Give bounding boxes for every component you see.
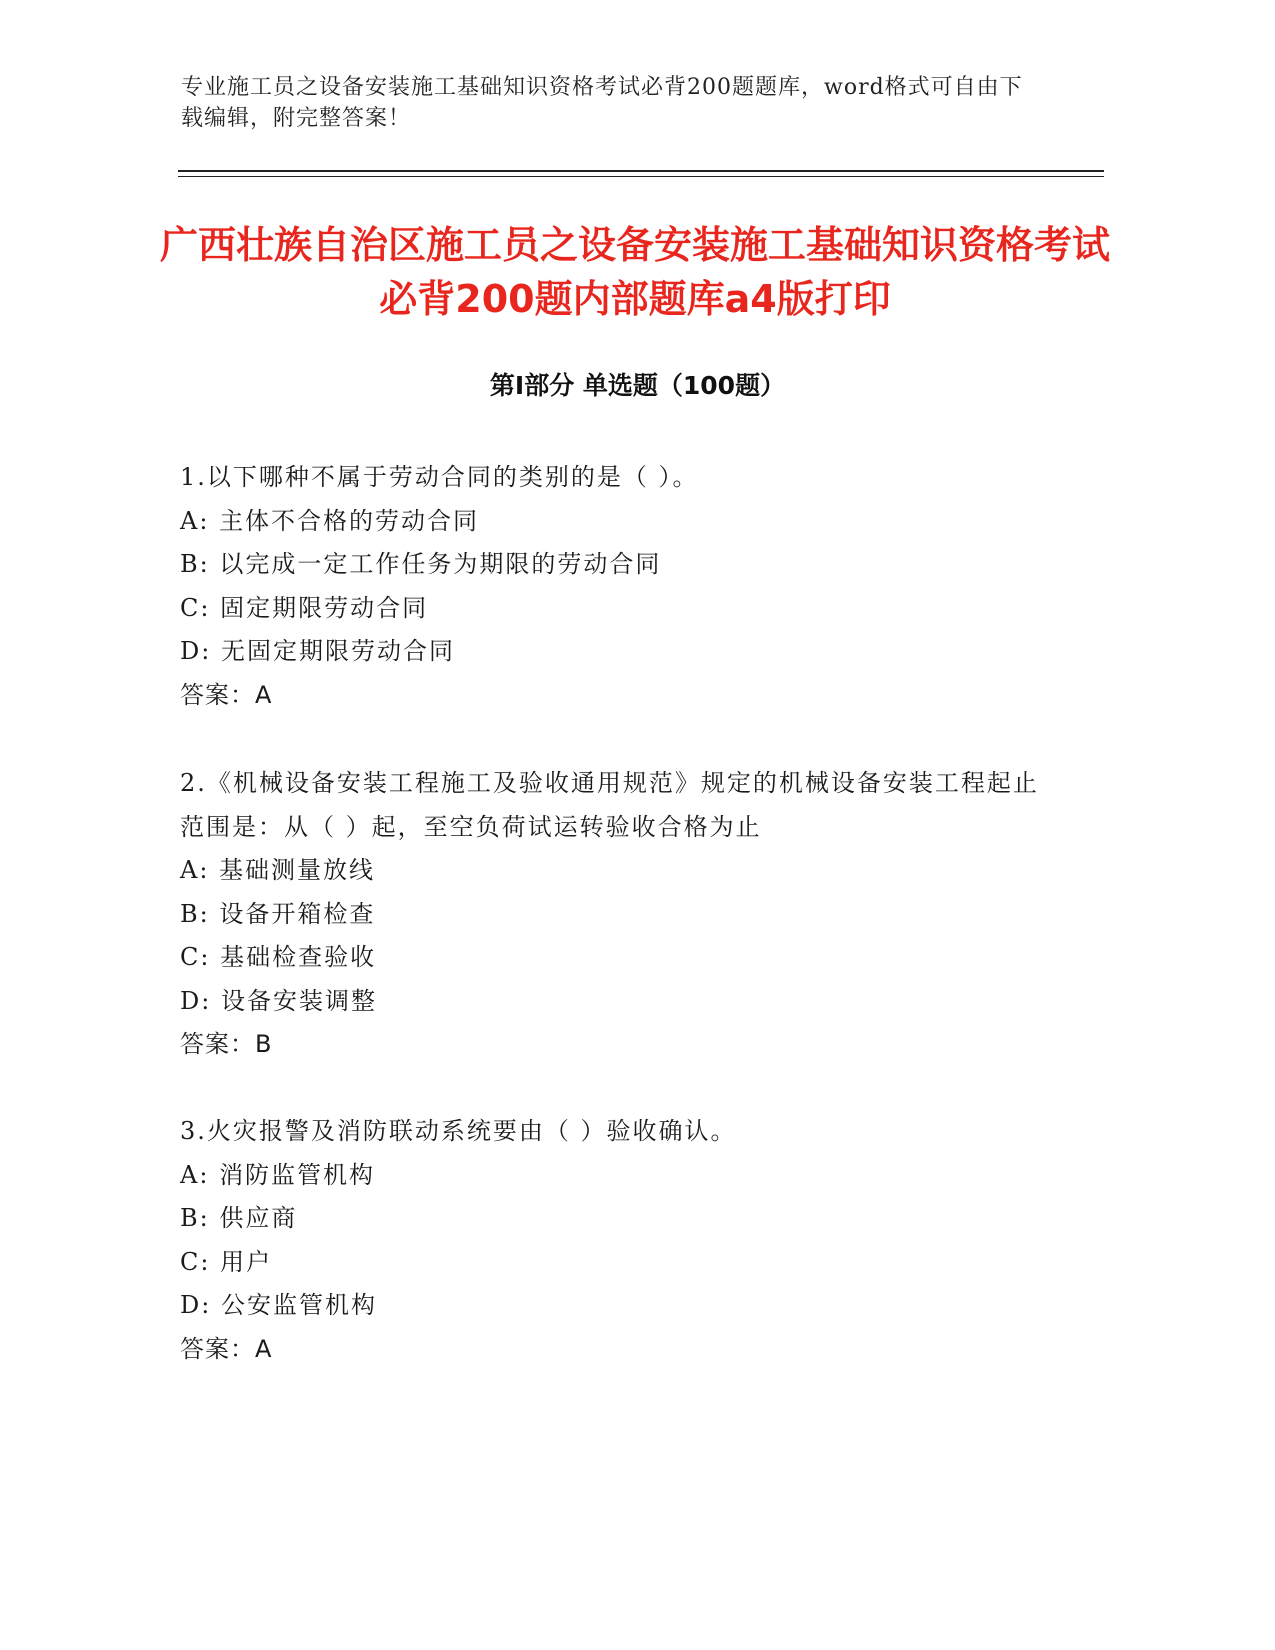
option-text: 主体不合格的劳动合同 [219,506,480,535]
option-text: 以完成一定工作任务为期限的劳动合同 [219,550,662,578]
option-text: 设备开箱检查 [219,899,376,928]
option-b [180,1197,1040,1241]
answer-line: 答案：A [180,680,273,709]
option-text: 设备安装调整 [220,986,377,1015]
question-1 [180,456,1040,717]
option-letter: B: [180,1204,210,1232]
option-d [180,1284,1040,1328]
header-divider-thin [178,176,1104,177]
option-letter: B: [180,550,210,578]
option-letter: D: [180,986,212,1015]
option-text: 供应商 [219,1204,298,1232]
header-note: 专业施工员之设备安装施工基础知识资格考试必背200题题库，word格式可自由下载编辑，附完整答案！ [181,75,1023,131]
question-stem: 2.《机械设备安装工程施工及验收通用规范》规定的机械设备安装工程起止范围是：从（ ）起，至空负荷试运转验收合格为止 [180,769,1039,841]
option-c [180,1241,1040,1285]
option-text: 公安监管机构 [220,1291,377,1319]
question-stem: 3.火灾报警及消防联动系统要由（ ）验收确认。 [180,1117,737,1145]
option-d [180,980,1040,1024]
option-a [180,849,1040,893]
question-3 [180,1110,1040,1371]
option-letter: A: [180,1160,210,1189]
answer-line: 答案：B [180,1030,273,1058]
option-letter: A: [180,856,210,884]
option-c [180,936,1040,980]
option-text: 用户 [220,1247,273,1276]
option-letter: A: [180,506,210,535]
option-text: 基础检查验收 [220,943,377,971]
option-letter: D: [180,637,212,665]
document-title: 广西壮族自治区施工员之设备安装施工基础知识资格考试必背200题内部题库a4版打印 [159,223,1110,321]
option-b [180,893,1040,937]
option-text: 无固定期限劳动合同 [220,637,455,665]
option-a [180,500,1040,544]
question-2 [180,762,1040,1067]
option-text: 基础测量放线 [219,856,376,884]
option-letter: C: [180,593,211,622]
header-divider-thick [178,170,1104,172]
option-d [180,630,1040,674]
option-letter: C: [180,943,211,971]
option-a [180,1154,1040,1198]
option-letter: B: [180,899,210,928]
answer-line: 答案：A [180,1334,273,1363]
option-c [180,587,1040,631]
section-heading: 第I部分 单选题（100题） [489,371,786,400]
option-text: 固定期限劳动合同 [220,593,429,622]
option-letter: C: [180,1247,211,1276]
option-letter: D: [180,1291,212,1319]
option-text: 消防监管机构 [219,1160,376,1189]
option-b [180,543,1040,587]
question-stem: 1.以下哪种不属于劳动合同的类别的是（ ）。 [180,463,699,491]
